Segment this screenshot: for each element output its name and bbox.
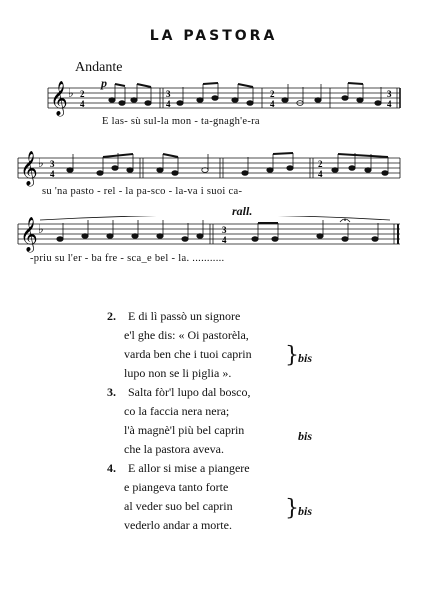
- svg-text:3: 3: [222, 225, 227, 235]
- verse-3-line-4: che la pastora aveva.: [124, 442, 224, 456]
- music-staff-3: [0, 216, 427, 256]
- svg-text:4: 4: [387, 99, 392, 109]
- rallentando-marking: rall.: [232, 204, 253, 218]
- svg-text:2: 2: [80, 89, 85, 99]
- svg-text:𝄞: 𝄞: [50, 81, 68, 116]
- svg-text:4: 4: [166, 99, 171, 109]
- svg-text:4: 4: [270, 99, 275, 109]
- dynamic-marking: p: [101, 76, 107, 90]
- verse-4-line-3: al veder suo bel caprin: [124, 499, 233, 513]
- svg-text:4: 4: [80, 99, 85, 109]
- verse-2-line-1: E di lì passò un signore: [128, 309, 241, 323]
- svg-text:3: 3: [166, 89, 171, 99]
- verse-2-line-4: lupo non se li piglia ».: [124, 366, 232, 380]
- verse-2-brace: }: [285, 343, 299, 368]
- lyrics-line-2: su 'na pasto - rel - la pa-sco - la-va i suoi ca-: [42, 186, 243, 197]
- verse-4-brace: }: [285, 496, 299, 521]
- svg-text:3: 3: [50, 159, 55, 169]
- verse-3-line-3: l'à magnè'l più bel caprin: [124, 423, 245, 437]
- svg-text:𝄞: 𝄞: [20, 217, 38, 252]
- verse-4-line-2: e piangeva tanto forte: [124, 480, 229, 494]
- music-staff-2: [0, 150, 427, 190]
- tempo-marking: Andante: [75, 60, 123, 75]
- verse-3-line-1: Salta fòr'l lupo dal bosco,: [128, 385, 251, 399]
- svg-text:2: 2: [318, 159, 323, 169]
- verse-2-line-2: e'l ghe dis: « Oi pastorèla,: [124, 328, 249, 342]
- verse-3-line-2: co la faccia nera nera;: [124, 404, 230, 418]
- svg-text:4: 4: [222, 235, 227, 245]
- verse-4-line-4: vederlo andar a morte.: [124, 518, 232, 532]
- svg-text:♭: ♭: [38, 156, 44, 170]
- lyrics-line-1: E las- sù sul-la mon - ta-gnagh'e-ra: [102, 116, 260, 127]
- svg-text:4: 4: [318, 169, 323, 179]
- verse-4-line-1: E allor si mise a piangere: [128, 461, 250, 475]
- svg-text:𝄞: 𝄞: [20, 151, 38, 186]
- verse-2-number: 2.: [107, 309, 116, 323]
- lyrics-line-3: -priu su l'er - ba fre - sca_e bel - la. ...........: [30, 253, 225, 264]
- svg-text:4: 4: [50, 169, 55, 179]
- verse-3-number: 3.: [107, 385, 116, 399]
- verse-2-bis: bis: [298, 351, 313, 365]
- verse-4-bis: bis: [298, 504, 313, 518]
- svg-text:3: 3: [387, 89, 392, 99]
- verse-2-line-3: varda ben che i tuoi caprin: [124, 347, 252, 361]
- svg-text:♭: ♭: [68, 86, 74, 100]
- music-staff-1: [0, 80, 427, 120]
- svg-text:♭: ♭: [38, 222, 44, 236]
- song-title: LA PASTORA: [149, 28, 278, 44]
- verse-3-bis: bis: [298, 429, 313, 443]
- svg-text:2: 2: [270, 89, 275, 99]
- verse-4-number: 4.: [107, 461, 116, 475]
